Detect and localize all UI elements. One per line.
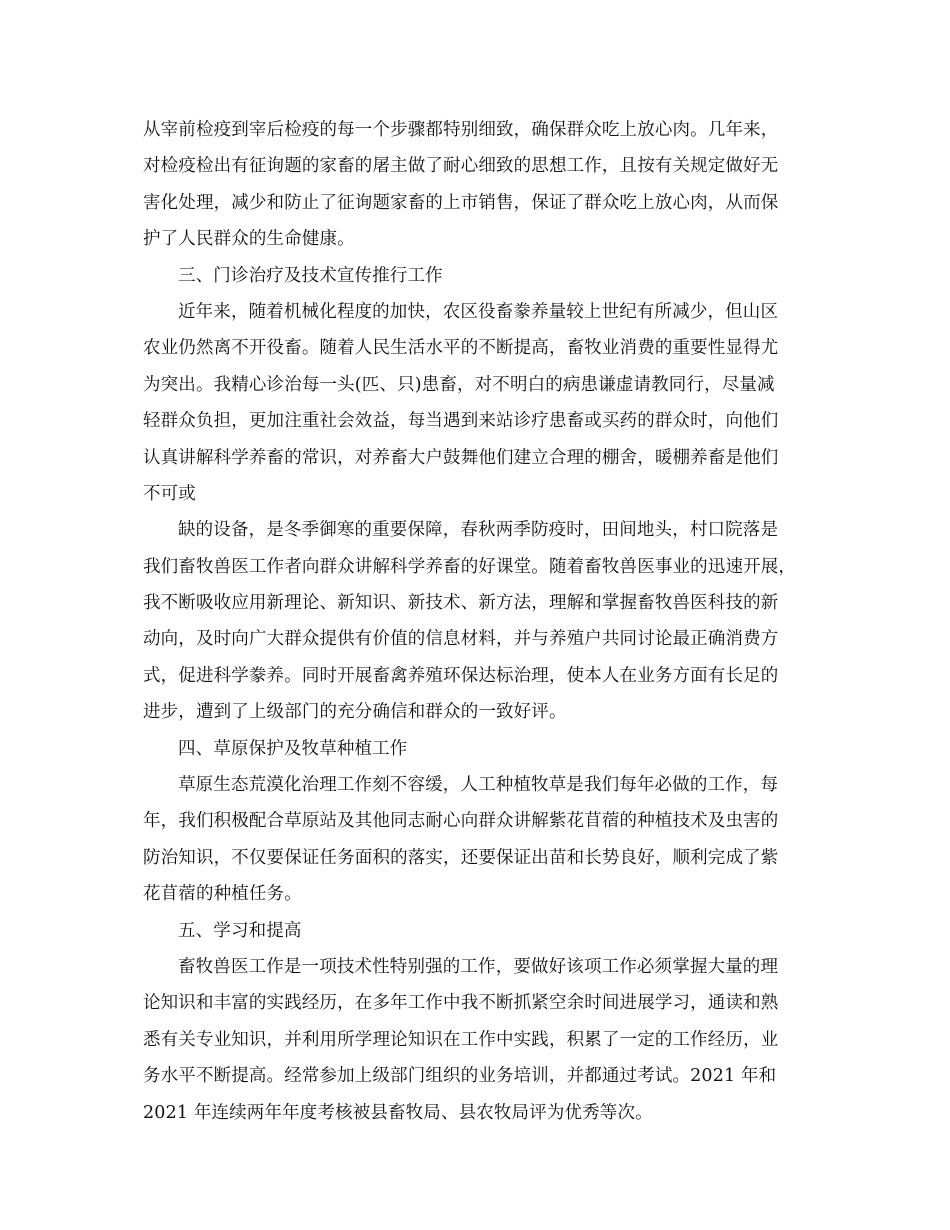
text-line: 不可或 bbox=[143, 483, 196, 504]
section-heading: 四、草原保护及牧草种植工作 bbox=[178, 738, 408, 759]
text-line: 从宰前检疫到宰后检疫的每一个步骤都特别细致，确保群众吃上放心肉。几年来， bbox=[143, 120, 779, 140]
text-line: 害化处理，减少和防止了征询题家畜的上市销售，保证了群众吃上放心肉，从而保 bbox=[143, 192, 779, 213]
text-line: 农业仍然离不开役畜。随着人民生活水平的不断提高，畜牧业消费的重要性显得尤 bbox=[143, 338, 779, 359]
text-line: 2021 年连续两年年度考核被县畜牧局、县农牧局评为优秀等次。 bbox=[143, 1102, 653, 1123]
section-heading: 三、门诊治疗及技术宣传推行工作 bbox=[178, 265, 443, 286]
text-line: 轻群众负担，更加注重社会效益，每当遇到来站诊疗患畜或买药的群众时，向他们 bbox=[143, 411, 779, 432]
text-line: 对检疫检出有征询题的家畜的屠主做了耐心细致的思想工作，且按有关规定做好无 bbox=[143, 156, 779, 177]
text-line: 论知识和丰富的实践经历，在多年工作中我不断抓紧空余时间进展学习，通读和熟 bbox=[143, 993, 779, 1014]
text-line: 认真讲解科学养畜的常识，对养畜大户鼓舞他们建立合理的棚舍，暖棚养畜是他们 bbox=[143, 447, 779, 468]
text-line: 畜牧兽医工作是一项技术性特别强的工作，要做好该项工作必须掌握大量的理 bbox=[178, 956, 779, 977]
text-line: 式，促进科学豢养。同时开展畜禽养殖环保达标治理，使本人在业务方面有长足的 bbox=[143, 665, 779, 686]
text-line: 近年来，随着机械化程度的加快，农区役畜豢养量较上世纪有所减少，但山区 bbox=[178, 301, 779, 322]
text-line: 悉有关专业知识，并利用所学理论知识在工作中实践，积累了一定的工作经历，业 bbox=[143, 1029, 779, 1050]
text-line: 草原生态荒漠化治理工作刻不容缓，人工种植牧草是我们每年必做的工作，每 bbox=[178, 775, 779, 796]
text-line: 花苜蓿的种植任务。 bbox=[143, 884, 302, 905]
text-line: 我不断吸收应用新理论、新知识、新技术、新方法，理解和掌握畜牧兽医科技的新 bbox=[143, 593, 779, 614]
text-line: 年，我们积极配合草原站及其他同志耐心向群众讲解紫花苜蓿的种植技术及虫害的 bbox=[143, 811, 779, 832]
text-line: 缺的设备，是冬季御寒的重要保障，春秋两季防疫时，田间地头，村口院落是 bbox=[178, 520, 779, 541]
text-line: 进步，遭到了上级部门的充分确信和群众的一致好评。 bbox=[143, 702, 567, 723]
section-heading: 五、学习和提高 bbox=[178, 920, 302, 941]
text-line: 动向，及时向广大群众提供有价值的信息材料，并与养殖户共同讨论最正确消费方 bbox=[143, 629, 779, 650]
text-line: 务水平不断提高。经常参加上级部门组织的业务培训，并都通过考试。2021 年和 bbox=[143, 1066, 777, 1087]
text-line: 我们畜牧兽医工作者向群众讲解科学养畜的好课堂。随着畜牧兽医事业的迅速开展， bbox=[143, 556, 797, 577]
document-body bbox=[143, 112, 827, 1131]
text-line: 护了人民群众的生命健康。 bbox=[143, 229, 355, 250]
text-line: 为突出。我精心诊治每一头(匹、只)患畜，对不明白的病患谦虚请教同行，尽量减 bbox=[143, 374, 775, 395]
text-line: 防治知识，不仅要保证任务面积的落实，还要保证出苗和长势良好，顺利完成了紫 bbox=[143, 847, 779, 868]
